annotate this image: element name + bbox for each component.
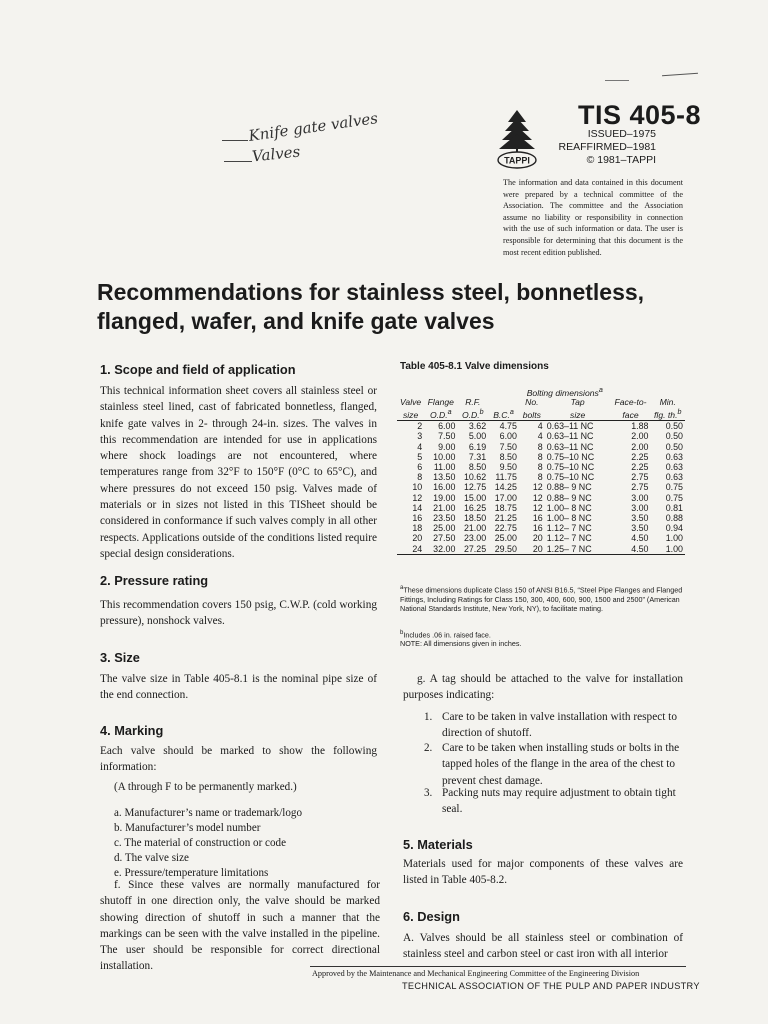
table-cell: 0.50: [665, 431, 683, 442]
table-cell: 21.25: [494, 513, 517, 524]
g-item-number: 2.: [424, 742, 433, 754]
table-cell: 25.00: [433, 523, 456, 534]
table-cell: 8: [537, 462, 543, 473]
table-cell: 11.00: [433, 462, 456, 473]
table-cell: 18.50: [463, 513, 487, 524]
table-cell: 18.75: [494, 502, 517, 513]
table-row: [397, 533, 685, 543]
table-cell: 3.50: [631, 513, 649, 524]
valve-dimensions-table: [397, 386, 685, 555]
section-2-heading: 2. Pressure rating: [100, 573, 209, 588]
footer-approved: Approved by the Maintenance and Mechanical Engineering Committee of the Engineering Division: [312, 969, 640, 978]
table-cell: 4.75: [499, 421, 517, 432]
table-cell: 2: [417, 421, 423, 432]
footer-rule: [310, 966, 686, 967]
column-header: size: [402, 409, 419, 420]
table-cell: 4.50: [631, 533, 649, 544]
scan-mark: [605, 80, 629, 81]
marking-item: a. Manufacturer’s name or trademark/logo: [114, 807, 303, 819]
handwritten-dash-2: [224, 161, 252, 162]
table-cell: 7.50: [438, 431, 456, 442]
table-cell: 0.63: [665, 472, 683, 483]
table-cell: 17.00: [494, 492, 517, 503]
section-5-text: Materials used for major components of these valves are listed in Table 405-8.2.: [403, 858, 683, 887]
table-cell: 6.19: [468, 441, 487, 452]
column-header: R.F.: [465, 397, 481, 408]
table-cell: 5: [417, 451, 423, 462]
table-cell: 8: [537, 451, 543, 462]
table-row: [397, 421, 685, 432]
table-cell: 0.88– 9 NC: [546, 482, 592, 493]
table-cell: 4: [417, 441, 423, 452]
table-cell: 2.75: [631, 472, 649, 483]
column-header: [488, 398, 519, 408]
table-row: [397, 513, 685, 523]
handwritten-note-2: Valves: [251, 142, 302, 166]
section-1-text: This technical information sheet covers all stainless steel or stainless steel lined, cast of fabricated bonnetless, flanged, knife gate valves in 2- through 24-in. sizes. The valves in this recommendation are intended for use in applications where shock loadings are not encountered, where temperatures range from 32°F to 150°F (0°C to 65°C), and where pressures do not exceed 150 psig. Valves made of materials or in sizes not listed in this TISheet should be considered in conformance if such valves comply in all other respects. Applications outside of the conditions listed require special design considerations.: [100, 385, 377, 560]
table-row: [397, 462, 685, 472]
table-cell: 29.50: [494, 543, 517, 554]
table-cell: 32.00: [433, 543, 456, 554]
marking-item: b. Manufacturer’s model number: [114, 822, 261, 834]
column-header: Flange: [427, 397, 454, 408]
marking-item-g: g. A tag should be attached to the valve for installation purposes indicating:: [403, 673, 683, 702]
table-cell: 20: [412, 533, 423, 544]
column-header: Face-to-: [614, 397, 647, 408]
table-cell: 8: [537, 472, 543, 483]
table-cell: 1.12– 7 NC: [546, 533, 592, 544]
table-cell: 12: [532, 492, 543, 503]
table-title: Table 405-8.1 Valve dimensions: [400, 361, 549, 372]
table-cell: 1.00: [665, 543, 683, 554]
table-cell: 0.63: [665, 451, 683, 462]
g-item-number: 1.: [424, 711, 433, 723]
table-cell: 12: [532, 502, 543, 513]
page-title: Recommendations for stainless steel, bonnetless, flanged, wafer, and knife gate valves: [97, 279, 645, 334]
table-cell: 11.75: [495, 472, 517, 483]
table-cell: 16: [532, 523, 543, 534]
logo-text: TAPPI: [504, 155, 530, 166]
table-cell: 14.25: [494, 482, 517, 493]
marking-item: d. The valve size: [114, 852, 189, 864]
table-cell: 1.00: [665, 533, 683, 544]
table-cell: 12.75: [463, 482, 487, 493]
table-cell: 13.50: [433, 472, 456, 483]
table-cell: 3.50: [631, 523, 649, 534]
section-4-text: Each valve should be marked to show the following information:: [100, 745, 377, 774]
marking-item-f: f. Since these valves are normally manufactured for shutoff in one direction only, the valve should be marked showing direction of shutoff in such a manner that the markings can be seen with the valve installed in the pipeline. The user should be responsible for correct directional installation.: [100, 879, 380, 973]
table-cell: 3: [417, 431, 423, 442]
g-item-number: 3.: [424, 787, 433, 799]
table-cell: 9.00: [438, 441, 456, 452]
handwritten-dash-1: [222, 140, 248, 141]
g-item-text: Care to be taken in valve installation with respect to direction of shutoff.: [442, 711, 677, 740]
table-cell: 21.00: [463, 523, 487, 534]
table-row: [397, 472, 685, 482]
table-cell: 4.50: [631, 543, 649, 554]
footer-association: TECHNICAL ASSOCIATION OF THE PULP AND PAPER INDUSTRY: [402, 981, 700, 991]
table-cell: 15.00: [463, 492, 487, 503]
table-footnote-a: $^a$These dimensions duplicate Class 150 of ANSI B16.5, “Steel Pipe Flanges and Flanged Fittings, Including Ratings for Class 150, 300, 400, 600, 900, 1500 and 2500” (American National Standards Institute, New York, NY), to facilitate mating.: [400, 585, 683, 613]
disclaimer-text: The information and data contained in this document were prepared by a technical committee of the Association. The committee and the Association assume no liability or responsibility in connection with the use of such information or data. The user is responsible for determining that this document is the most recent edition published.: [503, 178, 683, 257]
table-cell: 9.50: [499, 462, 517, 473]
table-cell: 0.75–10 NC: [546, 462, 595, 473]
g-item-text: Care to be taken when installing studs or bolts in the tapped holes of the flange in the area of the chest to prevent chest damage.: [442, 742, 680, 787]
table-cell: 19.00: [433, 492, 456, 503]
table-cell: 8: [537, 441, 543, 452]
table-footnote-b: $^b$Includes .06 in. raised face.: [400, 630, 491, 640]
table-cell: 1.12– 7 NC: [546, 523, 592, 534]
table-cell: 1.88: [631, 421, 649, 432]
table-cell: 0.63: [665, 462, 683, 473]
table-cell: 10: [412, 482, 423, 493]
table-cell: 27.50: [433, 533, 456, 544]
table-cell: 7.31: [468, 451, 487, 462]
column-header: face: [622, 409, 639, 420]
table-cell: 0.75–10 NC: [546, 472, 595, 483]
table-cell: 3.62: [468, 421, 487, 432]
column-header: Valve: [400, 397, 422, 408]
marking-item: c. The material of construction or code: [114, 837, 286, 849]
table-cell: 0.63–11 NC: [546, 421, 594, 432]
table-cell: 23.00: [463, 533, 487, 544]
table-cell: 2.25: [631, 462, 649, 473]
section-1-heading: 1. Scope and field of application: [100, 362, 296, 377]
section-3-text: The valve size in Table 405-8.1 is the nominal pipe size of the end connection.: [100, 673, 377, 702]
section-3-heading: 3. Size: [100, 650, 140, 665]
table-cell: 16: [412, 513, 423, 524]
section-6-heading: 6. Design: [403, 909, 460, 924]
column-header: B.C.$^a$: [493, 407, 514, 420]
table-cell: 20: [532, 533, 543, 544]
table-cell: 2.25: [631, 451, 649, 462]
column-header: No.: [525, 397, 539, 408]
table-cell: 16: [532, 513, 543, 524]
table-cell: 16.00: [433, 482, 456, 493]
table-cell: 4: [537, 421, 543, 432]
section-4-heading: 4. Marking: [100, 723, 164, 738]
table-cell: 2.00: [631, 431, 649, 442]
table-row: [397, 442, 685, 452]
document-code: TIS 405-8: [578, 100, 702, 130]
column-header: size: [570, 409, 586, 420]
column-header: Tap: [570, 397, 585, 408]
table-cell: 8: [417, 472, 423, 483]
table-cell: 14: [412, 502, 423, 513]
table-cell: 0.63–11 NC: [546, 431, 594, 442]
table-cell: 0.63–11 NC: [546, 441, 594, 452]
table-row: [397, 523, 685, 533]
column-header: O.D.$^b$: [461, 407, 484, 420]
table-cell: 0.75–10 NC: [546, 451, 595, 462]
table-cell: 10.00: [433, 451, 456, 462]
table-cell: 4: [537, 431, 543, 442]
g-item-text: Packing nuts may require adjustment to obtain tight seal.: [442, 787, 676, 816]
column-header: bolts: [522, 409, 541, 420]
table-cell: 0.88: [665, 513, 683, 524]
table-cell: 6.00: [438, 421, 456, 432]
table-cell: 2.00: [631, 441, 649, 452]
table-cell: 0.50: [665, 421, 683, 432]
table-cell: 0.94: [665, 523, 683, 534]
column-header: Min.: [659, 397, 676, 408]
table-cell: 0.75: [665, 482, 683, 493]
scan-mark: [662, 73, 698, 77]
table-cell: 3.00: [631, 502, 649, 513]
column-header: O.D.$^a$: [429, 407, 452, 420]
issued-date: ISSUED–1975: [587, 128, 656, 140]
table-cell: 23.50: [433, 513, 456, 524]
table-cell: 1.00– 8 NC: [546, 502, 592, 513]
marking-item: e. Pressure/temperature limitations: [114, 867, 269, 879]
table-row: [397, 452, 685, 462]
section-6-text: A. Valves should be all stainless steel or combination of stainless steel and carbon steel or cast iron with all interior: [403, 932, 683, 961]
table-cell: 16.25: [463, 502, 487, 513]
table-cell: 1.00– 8 NC: [546, 513, 592, 524]
table-cell: 27.25: [463, 543, 487, 554]
column-header: flg. th.$^b$: [654, 407, 682, 420]
section-4-note: (A through F to be permanently marked.): [114, 781, 297, 793]
bolting-dimensions-header: Bolting dimensions$^a$: [526, 386, 603, 398]
table-cell: 25.00: [494, 533, 517, 544]
table-cell: 10.62: [463, 472, 487, 483]
table-cell: 3.00: [631, 492, 649, 503]
table-cell: 21.00: [433, 502, 456, 513]
table-cell: 12: [412, 492, 423, 503]
table-cell: 5.00: [468, 431, 487, 442]
table-cell: 8.50: [468, 462, 487, 473]
table-cell: 24: [412, 543, 423, 554]
table-row: [397, 431, 685, 441]
handwritten-note-1: Knife gate valves: [247, 109, 379, 145]
table-row: [397, 503, 685, 513]
table-cell: 7.50: [499, 441, 517, 452]
table-row: [397, 544, 685, 555]
table-row: [397, 482, 685, 492]
table-cell: 8.50: [499, 451, 517, 462]
table-cell: 0.50: [665, 441, 683, 452]
reaffirmed-date: REAFFIRMED–1981: [558, 141, 656, 153]
table-cell: 0.75: [665, 492, 683, 503]
section-5-heading: 5. Materials: [403, 837, 473, 852]
table-cell: 18: [412, 523, 423, 534]
table-cell: 20: [532, 543, 543, 554]
table-note: NOTE: All dimensions given in inches.: [400, 639, 522, 648]
table-row: [397, 493, 685, 503]
table-cell: 22.75: [494, 523, 517, 534]
copyright: © 1981–TAPPI: [586, 154, 656, 166]
table-cell: 6: [417, 462, 423, 473]
table-cell: 0.88– 9 NC: [546, 492, 592, 503]
table-cell: 6.00: [499, 431, 517, 442]
table-cell: 0.81: [665, 502, 683, 513]
table-cell: 12: [532, 482, 543, 493]
table-cell: 1.25– 7 NC: [546, 543, 592, 554]
table-cell: 2.75: [631, 482, 649, 493]
section-2-text: This recommendation covers 150 psig, C.W.P. (cold working pressure), nonshock valves.: [100, 599, 377, 628]
